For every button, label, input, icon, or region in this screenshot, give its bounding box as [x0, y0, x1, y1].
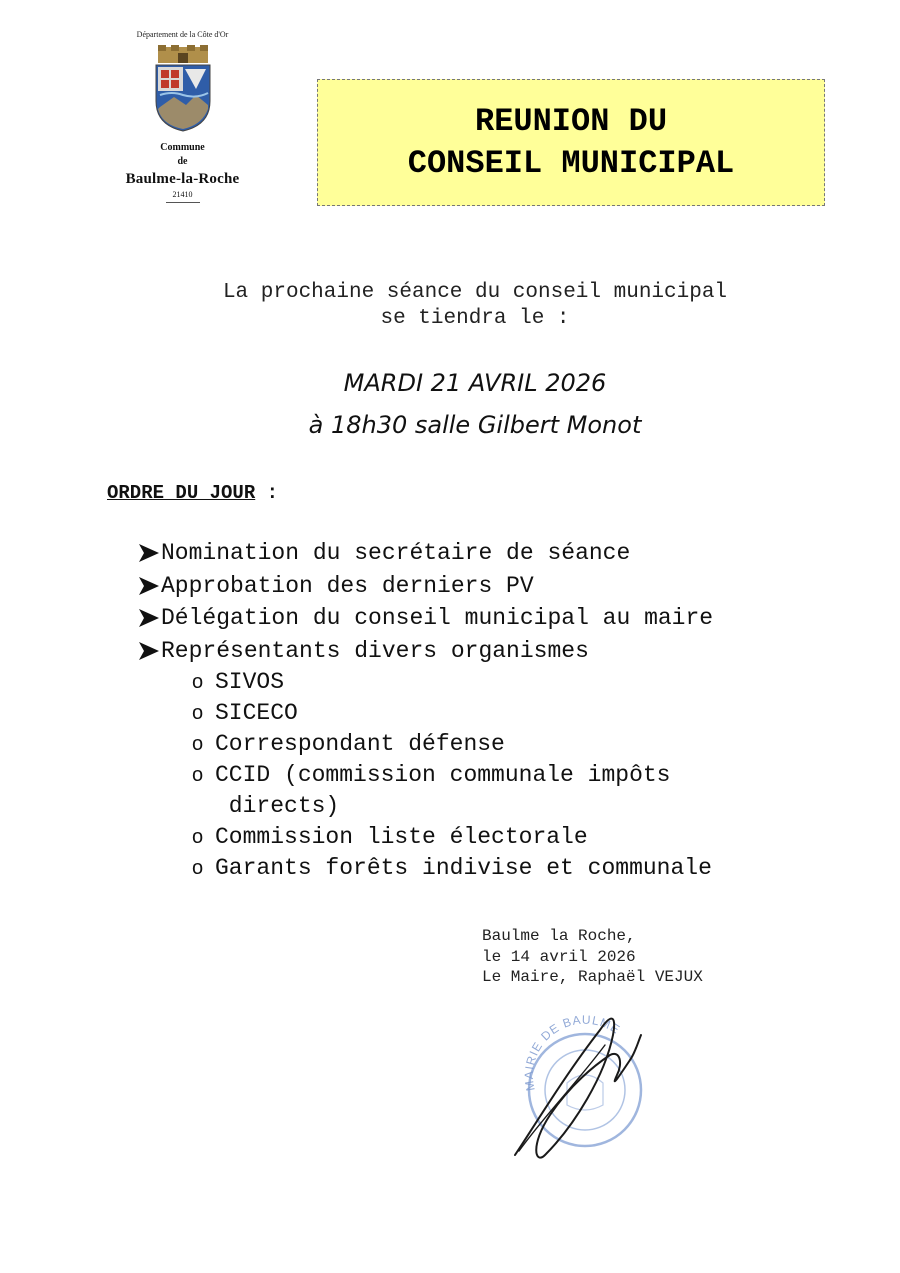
title-line-2: CONSEIL MUNICIPAL: [407, 144, 735, 182]
agenda-subitem-text: SICECO: [215, 700, 298, 726]
circle-bullet-icon: o: [192, 671, 204, 693]
agenda-item: [137, 570, 713, 603]
circle-bullet-icon: o: [192, 702, 204, 724]
signature-signer: Le Maire, Raphaël VEJUX: [482, 968, 703, 986]
de-label: de: [177, 156, 188, 167]
title-box: [317, 79, 825, 206]
agenda-subitem-text: SIVOS: [215, 669, 285, 695]
agenda-subitem-text: Correspondant défense: [215, 731, 505, 757]
meeting-time-place: à 18h30 salle Gilbert Monot: [308, 411, 642, 439]
agenda-subitem: [192, 667, 713, 698]
agenda-item: [137, 602, 713, 635]
signature-block: [482, 926, 703, 988]
signature-place: Baulme la Roche,: [482, 927, 636, 945]
official-stamp-icon: [505, 1005, 655, 1165]
arrow-bullet-icon: [137, 576, 161, 596]
agenda-subitem: [192, 729, 713, 760]
agenda-item: [137, 635, 713, 668]
circle-bullet-icon: o: [192, 733, 204, 755]
logo-divider: [166, 202, 200, 203]
agenda-subitem: [192, 822, 713, 853]
title-line-1: REUNION DU: [474, 102, 668, 140]
agenda-subitem-text: Commission liste électorale: [215, 824, 588, 850]
circle-bullet-icon: o: [192, 857, 204, 879]
agenda-item: [137, 537, 713, 570]
postal-code: 21410: [172, 190, 193, 199]
agenda-heading-suffix: :: [255, 482, 279, 504]
agenda-heading-text: ORDRE DU JOUR: [107, 482, 256, 504]
coat-of-arms-icon: [152, 45, 214, 133]
agenda-item-text: Représentants divers organismes: [161, 637, 589, 664]
intro-text: [0, 280, 900, 332]
agenda-sublist: [192, 667, 713, 884]
commune-name: Baulme-la-Roche: [125, 171, 240, 187]
agenda-subitem: [192, 853, 713, 884]
svg-text:MAIRIE DE BAULME: MAIRIE DE BAULME: [521, 1012, 623, 1093]
agenda-subitem: [192, 698, 713, 729]
department-label: Département de la Côte d'Or: [136, 30, 229, 39]
agenda-subitem-text: Garants forêts indivise et communale: [215, 855, 712, 881]
meeting-date: MARDI 21 AVRIL 2026: [343, 369, 607, 397]
agenda-subitem-text: CCID (commission communale impôts directs): [215, 762, 671, 819]
signature-date: le 14 avril 2026: [482, 947, 636, 966]
arrow-bullet-icon: [137, 608, 161, 628]
agenda-heading: [107, 482, 278, 504]
circle-bullet-icon: o: [192, 764, 204, 786]
agenda-item-text: Délégation du conseil municipal au maire: [161, 605, 714, 631]
agenda-item-text: Nomination du secrétaire de séance: [161, 540, 631, 566]
agenda-item-text: Approbation des derniers PV: [161, 572, 534, 599]
agenda-list: [137, 537, 713, 884]
circle-bullet-icon: o: [192, 826, 204, 848]
intro-line-2: se tiendra le :: [380, 307, 570, 330]
commune-label: Commune: [160, 142, 205, 153]
agenda-subitem: [192, 760, 713, 822]
arrow-bullet-icon: [137, 543, 161, 563]
commune-logo-block: [110, 30, 255, 203]
arrow-bullet-icon: [137, 641, 161, 661]
intro-line-1: La prochaine séance du conseil municipal: [222, 281, 728, 304]
